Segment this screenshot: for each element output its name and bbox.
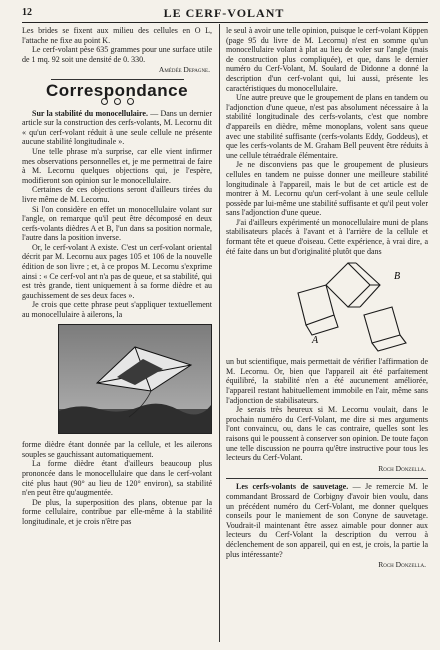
- header-rule: [22, 22, 428, 23]
- subsection-title: Sur la stabilité du monocellulaire.: [32, 108, 148, 118]
- paragraph: De plus, la superposition des plans, obtenue par la forme cellulaire, contribue par elle-même à la stabilité longitudinale, et je crois n'être pas: [22, 497, 212, 526]
- kite-photograph: [58, 324, 212, 434]
- paragraph: Une autre preuve que le groupement de plans en tandem ou l'adjonction d'une queue, n'est pas absolument nécessaire à la stabilité longitudinale des cerfs-volants, c'est que nombre d'appareils en dièdre, même monoplans, volent sans queue avec une stabilité suffisante (cerfs-volants Eddy, Goddeus), et que les cerfs-volants de M. Graham Bell peuvent être réduits à une cellule tétraédrale élémentaire.: [226, 93, 428, 160]
- paragraph: forme dièdre étant donnée par la cellule, et les ailerons souples se gauchissant automatiquement.: [22, 440, 212, 459]
- paragraph: J'ai d'ailleurs expérimenté un monocellulaire muni de plans stabilisateurs placés à l'avant et à l'arrière de la cellule et formant tête et queue d'oiseau. Cette expérience, à vrai dire, a été faite dans un but d'originalité plutôt que dans: [226, 217, 428, 256]
- column-divider: [219, 24, 220, 642]
- right-column: [226, 26, 428, 570]
- paragraph: Je serais très heureux si M. Lecornu voulait, dans le prochain numéro du Cerf-Volant, me dire si mes arguments l'ont convaincu, ou, dans le cas contraire, quelles sont les raisons qui le poussent à conserver son opinion. De toute façon une telle discussion ne pourra qu'être instructive pour tous les lecteurs du Cerf-Volant.: [226, 405, 428, 463]
- paragraph: Le cerf-volant pèse 635 grammes pour une surface utile de 1 mq. 92 soit une densité de 0. 330.: [22, 45, 212, 64]
- paragraph: Les brides se fixent aux milieu des cellules en O L, l'attache ne fixe au point K.: [22, 26, 212, 45]
- journal-title: LE CERF-VOLANT: [163, 6, 285, 20]
- ring-ornament-icon: [101, 98, 108, 105]
- paragraph: La forme dièdre étant d'ailleurs beaucoup plus prononcée dans le monocellulaire que dans le cerf-volant cité plus haut (90° au lieu de 120° environ), sa stabilité n'en peut être qu'augmentée.: [22, 459, 212, 498]
- page-header: [22, 7, 426, 21]
- diagram-label-a: A: [312, 335, 319, 347]
- paragraph: Or, le cerf-volant A existe. C'est un cerf-volant oriental décrit par M. Lecornu aux pages 105 et 106 de la nouvelle édition de son livre ; et, à ce propos M. Lecornu s'exprime ainsi : « Ce cerf-vol ant n'a pas de queue, et sa stabilité, qui est très grande, tient uniquement à sa forme dièdre et au gauchissement de ses deux faces ».: [22, 242, 212, 300]
- monocellulaire-diagram: [282, 259, 414, 353]
- author-signature: Roch Donzella.: [378, 463, 426, 473]
- paragraph: Si l'on considère en effet un monocellulaire volant sur l'angle, on remarque qu'il peut être décomposé en deux cerfs-volants dièdres A et B, l'un dans sa position normale, l'autre dans la position inverse.: [22, 204, 212, 243]
- kite-diagram: [226, 259, 428, 355]
- diagram-label-b: B: [394, 271, 401, 283]
- section-divider: [51, 79, 184, 80]
- page-number: 12: [22, 7, 32, 18]
- ring-ornament-icon: [114, 98, 121, 105]
- paragraph: Je ne disconviens pas que le groupement de plusieurs cellules en tandem ne puisse donner une meilleure stabilité longitudinale à l'appareil, mais le but de cet article est de montrer à M. Lecornu qu'un cerf-volant à une seule cellule possède par lui-même une stabilité suffisante et qu'il peut voler sans l'adjonction d'une queue.: [226, 160, 428, 218]
- paragraph: Certaines de ces objections seront d'ailleurs tirées du livre même de M. Lecornu.: [22, 185, 212, 204]
- paragraph: un but scientifique, mais permettait de vérifier l'affirmation de M. Lecornu. Or, bien que l'appareil ait été parfaitement équilibré, la stabilité n'en a été aucunement améliorée, l'appareil restant habituellement immobile en l'air, même sans l'adjonction de stabilisateurs.: [226, 357, 428, 405]
- paragraph: le seul à avoir une telle opinion, puisque le cerf-volant Köppen (page 95 du livre de M. Lecornu) n'est en somme qu'un monocellulaire volant à plat au lieu de voler sur l'angle (mais de construction plus compliquée), et que, dans le dernier numéro du Cerf-Volant, M. Soulard de Didonne a donné la description d'un cerf-volant qui, lui aussi, présente les caractéristiques du monocellulaire.: [226, 26, 428, 93]
- subsection-title: Les cerfs-volants de sauvetage.: [236, 482, 349, 492]
- section-title: Correspondance: [45, 80, 189, 100]
- paragraph: Une telle phrase m'a surprise, car elle vient infirmer mes observations personnelles et, je me permettrai de faire à M. Lecornu quelques objections qui, je l'espère, modifieront son opinion sur le monocellulaire.: [22, 146, 212, 185]
- section-divider: [226, 478, 428, 479]
- paragraph: Sur la stabilité du monocellulaire. — Dans un dernier article sur la construction des cerfs-volants, M. Lecornu dit « qu'un cerf-volant réduit à une seule cellule ne présente aucune stabilité longitudinale ».: [22, 108, 213, 147]
- author-signature: Roch Donzella.: [378, 560, 426, 570]
- author-signature: Amédée Depagne.: [158, 65, 210, 75]
- ring-ornament-icon: [127, 98, 134, 105]
- paragraph: Les cerfs-volants de sauvetage. — Je remercie M. le commandant Brossard de Corbigny d'avoir bien voulu, dans un précédent numéro du Cerf-Volant, me donner quelques conseils pour le maniement de son Conyne de sauvetage. Voudrait-il maintenant être assez aimable pour donner aux lecteurs du Cerf-Volant la description du verrou à déclenchement de son appareil, qui en est, je crois, la partie la plus intéressante?: [226, 482, 428, 559]
- left-column: [22, 26, 212, 527]
- paragraph: Je crois que cette phrase peut s'appliquer textuellement au monocellulaire à ailerons, la: [22, 300, 212, 320]
